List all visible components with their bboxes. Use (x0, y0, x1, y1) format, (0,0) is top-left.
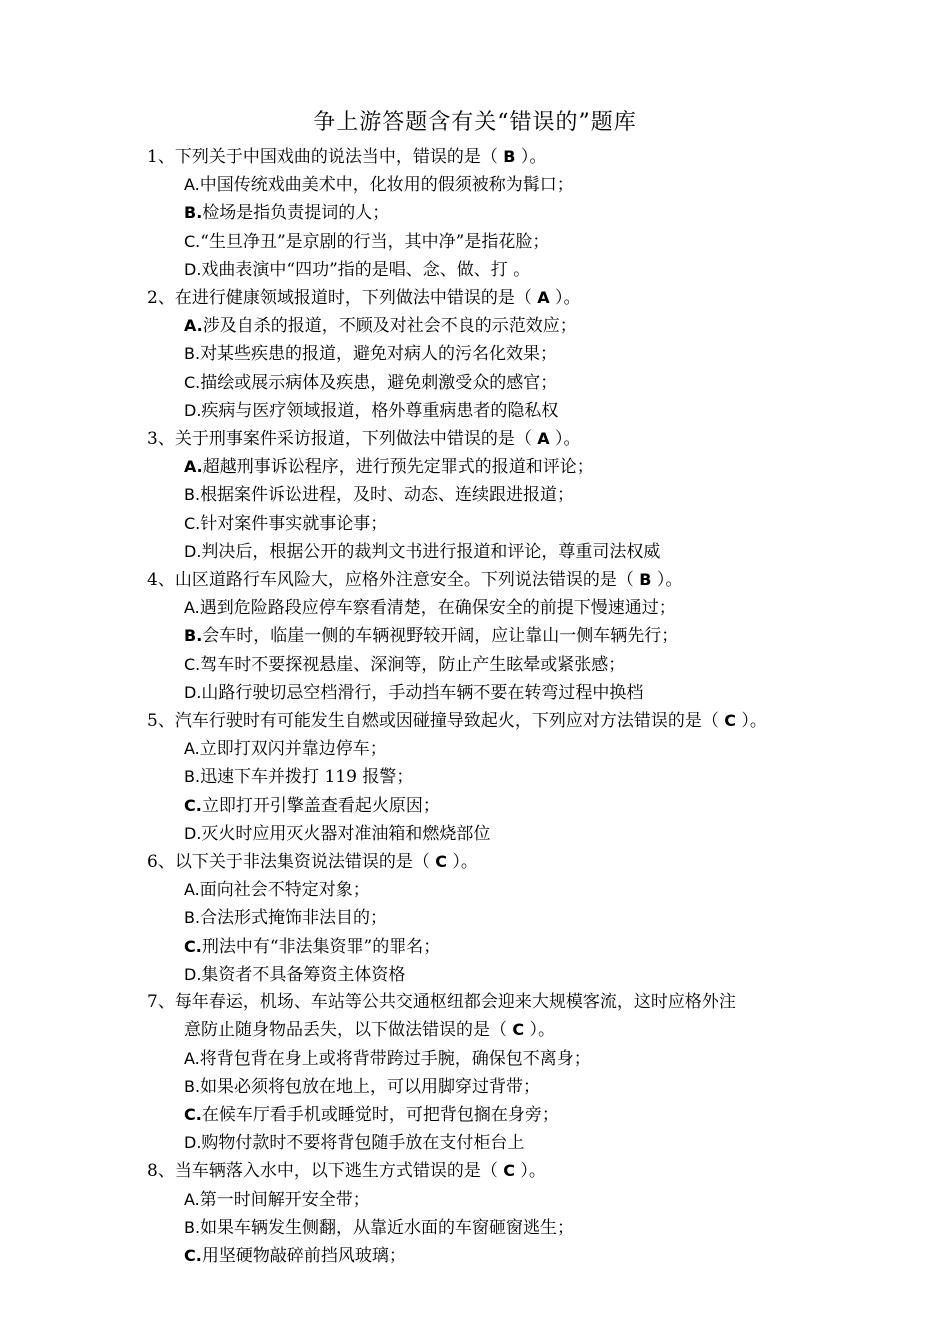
option-item (184, 1129, 950, 1157)
question-stem (147, 143, 827, 171)
answer-letter: A (537, 288, 550, 308)
option-letter: D. (184, 541, 202, 561)
option-text: 检场是指负责提词的人； (202, 203, 390, 224)
option-item (184, 538, 950, 566)
option-text: 判决后，根据公开的裁判文书进行报道和评论，尊重司法权威 (201, 541, 661, 562)
question-text-end: ）。 (524, 1020, 556, 1041)
option-letter: B. (184, 344, 201, 364)
question-number: 8、 (147, 1161, 175, 1182)
question-number: 1、 (147, 147, 175, 167)
option-item (184, 792, 950, 820)
question-text-end: ）。 (651, 570, 683, 591)
option-letter: B. (184, 485, 201, 505)
option-text: 戏曲表演中“四功”指的是唱、念、做、打 。 (201, 259, 531, 280)
answer-letter: B (503, 147, 516, 166)
option-item (184, 171, 950, 199)
option-letter: C. (184, 372, 201, 392)
question-list (0, 143, 950, 1270)
option-letter: D. (184, 1133, 202, 1153)
question-text: 关于刑事案件采访报道，下列做法中错误的是（ (174, 429, 538, 450)
option-text: 遇到危险路段应停车察看清楚，在确保安全的前提下慢速通过； (199, 598, 676, 619)
question-stem (147, 284, 827, 312)
option-item (184, 820, 950, 848)
option-item (184, 312, 950, 340)
option-letter: B. (184, 203, 203, 223)
option-item (184, 904, 950, 932)
option-letter: A. (184, 598, 200, 618)
question-text-end: ）。 (446, 852, 478, 873)
option-item (184, 1214, 950, 1242)
option-text: 驾车时不要探视悬崖、深涧等，防止产生眩晕或紧张感； (200, 654, 626, 675)
option-item (184, 735, 950, 763)
question-text-continued (147, 1016, 827, 1044)
option-item (184, 340, 950, 368)
option-text: 面向社会不特定对象； (199, 880, 370, 901)
question-number: 2、 (147, 288, 175, 309)
option-letter: A. (184, 457, 203, 477)
option-letter: C. (184, 795, 202, 815)
option-text: 合法形式掩饰非法目的； (200, 908, 388, 929)
option-item (184, 1045, 950, 1073)
answer-letter: A (537, 429, 550, 449)
option-letter: B. (184, 908, 201, 928)
option-text: 如果车辆发生侧翻，从靠近水面的车窗砸窗逃生； (200, 1217, 575, 1238)
option-item (184, 228, 950, 256)
option-item (184, 651, 950, 679)
question-text: 汽车行驶时有可能发生自燃或因碰撞导致起火，下列应对方法错误的是（ (174, 711, 725, 732)
option-item (184, 256, 950, 284)
option-item (184, 481, 950, 509)
option-text: “生旦净丑”是京剧的行当，其中净”是指花脸； (200, 231, 550, 252)
option-letter: B. (184, 1217, 201, 1237)
option-item (184, 1242, 950, 1270)
option-text: 购物付款时不要将背包随手放在支付柜台上 (201, 1133, 525, 1154)
option-letter: D. (184, 400, 202, 420)
option-text: 将背包背在身上或将背带跨过手腕，确保包不离身； (199, 1048, 591, 1069)
answer-letter: C (435, 852, 447, 872)
question-text: 意防止随身物品丢失，以下做法错误的是（ (184, 1020, 513, 1041)
question-text: 山区道路行车风险大，应格外注意安全。下列说法错误的是（ (174, 570, 640, 591)
question-stem (147, 707, 827, 735)
option-letter: A. (184, 175, 200, 195)
option-text: 超越刑事诉讼程序，进行预先定罪式的报道和评论； (202, 457, 594, 478)
question-text: 在进行健康领域报道时，下列做法中错误的是（ (174, 288, 538, 309)
option-text: 疾病与医疗领域报道，格外尊重病患者的隐私权 (201, 400, 559, 421)
option-letter: D. (184, 259, 202, 279)
option-text: 如果必须将包放在地上，可以用脚穿过背带； (200, 1076, 541, 1097)
option-letter: D. (184, 964, 202, 984)
option-text: 立即打双闪并靠边停车； (199, 739, 387, 760)
option-text: 根据案件诉讼进程，及时、动态、连续跟进报道； (200, 485, 575, 506)
option-letter: B. (184, 1076, 201, 1096)
option-item (184, 1101, 950, 1129)
option-letter: C. (184, 1245, 202, 1265)
option-letter: C. (184, 654, 201, 674)
question-number: 7、 (147, 992, 175, 1013)
option-letter: C. (184, 513, 201, 533)
option-letter: A. (184, 316, 203, 336)
option-letter: B. (184, 767, 201, 787)
option-item (184, 763, 950, 791)
option-item (184, 876, 950, 904)
question-text-end: ）。 (515, 147, 547, 167)
option-text: 集资者不具备筹资主体资格 (201, 964, 406, 985)
question-stem (147, 425, 827, 453)
question-text-end: ）。 (514, 1161, 546, 1182)
option-text: 用坚硬物敲碎前挡风玻璃； (201, 1245, 406, 1266)
option-letter: A. (184, 1189, 200, 1209)
option-text: 针对案件事实就事论事； (200, 513, 388, 534)
question-text: 下列关于中国戏曲的说法当中，错误的是（ (174, 147, 504, 167)
question-stem (147, 989, 827, 1044)
question-number: 6、 (147, 852, 175, 873)
question-stem (147, 1157, 827, 1185)
option-item (184, 679, 950, 707)
question-number: 5、 (147, 711, 175, 732)
option-letter: A. (184, 1048, 200, 1068)
question-text: 当车辆落入水中，以下逃生方式错误的是（ (174, 1161, 504, 1182)
answer-letter: C (503, 1161, 515, 1181)
question-number: 4、 (147, 570, 175, 591)
option-text: 会车时，临崖一侧的车辆视野较开阔，应让靠山一侧车辆先行； (202, 626, 679, 647)
option-text: 对某些疾患的报道，避免对病人的污名化效果； (200, 344, 558, 365)
option-letter: C. (184, 1104, 202, 1124)
answer-letter: B (639, 570, 652, 590)
answer-letter: C (512, 1020, 525, 1040)
option-text: 描绘或展示病体及疾患，避免刺激受众的感官； (200, 372, 558, 393)
option-letter: B. (184, 626, 203, 646)
question-stem (147, 566, 827, 594)
answer-letter: C (724, 711, 736, 731)
option-item (184, 453, 950, 481)
option-letter: D. (184, 682, 202, 702)
option-text: 第一时间解开安全带； (199, 1189, 370, 1210)
option-letter: C. (184, 231, 201, 251)
option-letter: D. (184, 823, 202, 843)
question-text: 每年春运，机场、车站等公共交通枢纽都会迎来大规模客流，这时应格外注 (174, 992, 736, 1013)
option-item (184, 622, 950, 650)
option-text: 立即打开引擎盖查看起火原因； (201, 795, 440, 816)
question-number: 3、 (147, 429, 175, 450)
option-item (184, 1186, 950, 1214)
page-title: 争上游答题含有关“错误的”题库 (313, 110, 637, 135)
option-text: 中国传统戏曲美术中，化妆用的假须被称为髯口； (199, 175, 574, 196)
option-letter: A. (184, 739, 200, 759)
option-item (184, 369, 950, 397)
option-letter: C. (184, 936, 202, 956)
option-item (184, 1073, 950, 1101)
question-text: 以下关于非法集资说法错误的是（ (174, 852, 436, 873)
option-text: 涉及自杀的报道，不顾及对社会不良的示范效应； (202, 316, 577, 337)
question-text-end: ）。 (735, 711, 767, 732)
option-letter: A. (184, 880, 200, 900)
option-text: 刑法中有“非法集资罪”的罪名； (201, 936, 441, 957)
option-text: 山路行驶切忌空档滑行，手动挡车辆不要在转弯过程中换档 (201, 682, 644, 703)
option-item (184, 961, 950, 989)
option-item (184, 594, 950, 622)
option-item (184, 933, 950, 961)
option-text: 在候车厅看手机或睡觉时，可把背包搁在身旁； (201, 1104, 559, 1125)
question-stem (147, 848, 827, 876)
option-item (184, 510, 950, 538)
question-text-end: ）。 (549, 288, 581, 309)
question-text-end: ）。 (549, 429, 581, 450)
option-text: 迅速下车并拨打 119 报警； (200, 767, 414, 788)
option-text: 灭火时应用灭火器对准油箱和燃烧部位 (201, 823, 491, 844)
option-item (184, 199, 950, 227)
option-item (184, 397, 950, 425)
